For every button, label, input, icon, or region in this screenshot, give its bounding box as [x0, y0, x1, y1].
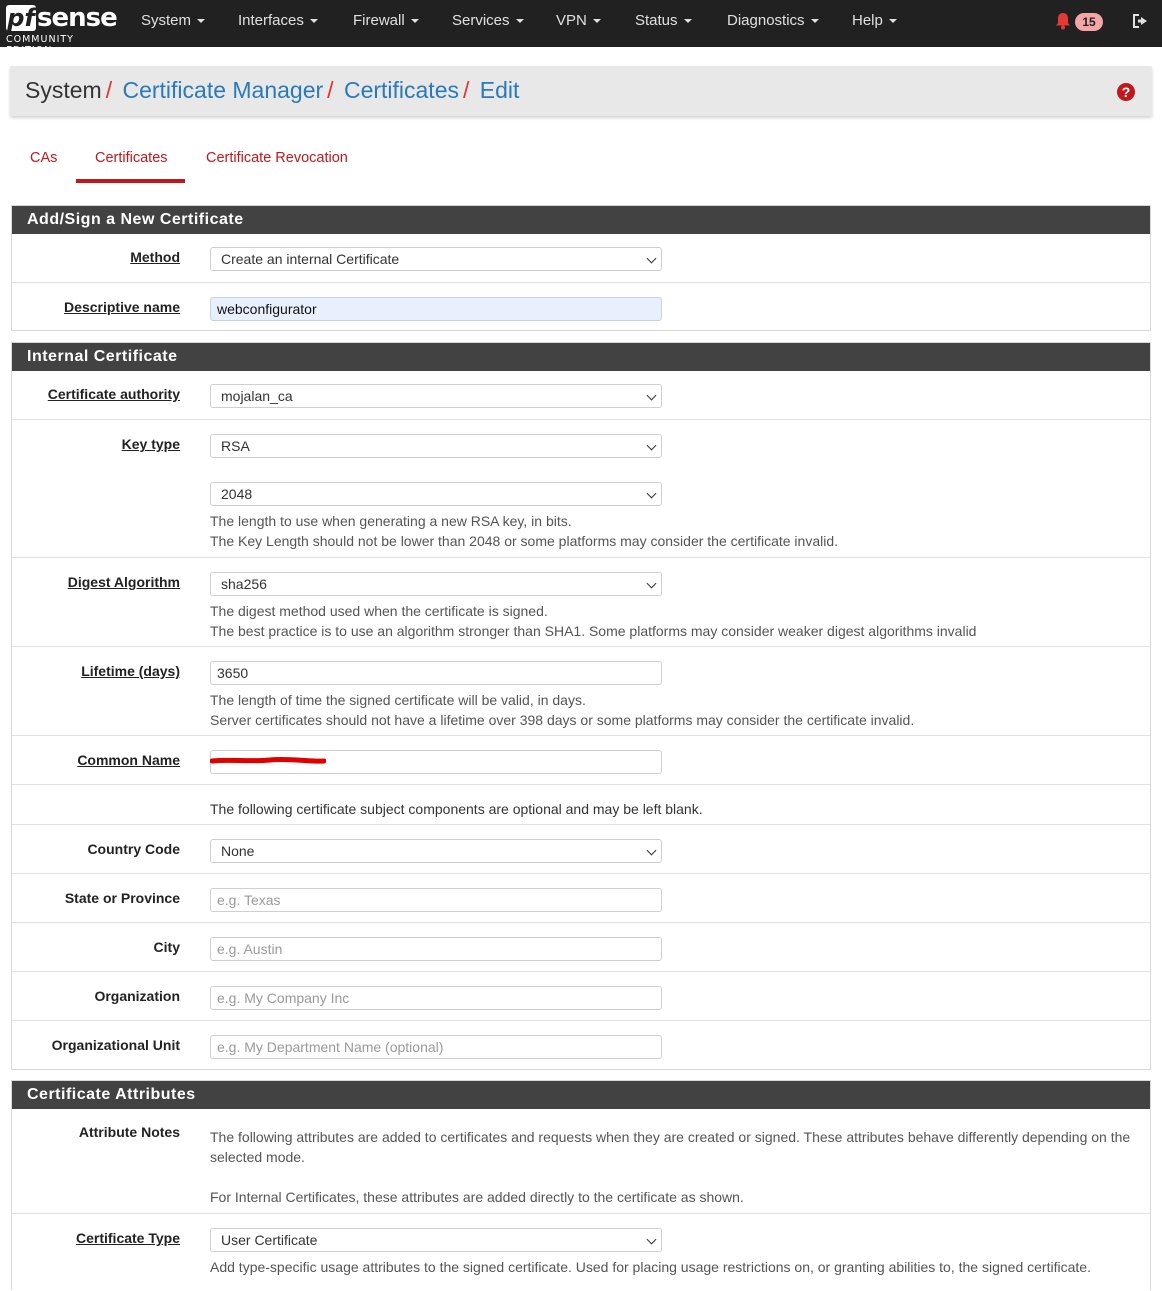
caret-down-icon: [310, 19, 318, 23]
panel-add-sign: [11, 205, 1151, 331]
panel-title: Internal Certificate: [12, 343, 1150, 371]
ca-label: Certificate authority: [47, 386, 180, 402]
logo-pf: pf: [7, 4, 35, 32]
breadcrumb-certificate-manager[interactable]: Certificate Manager: [122, 77, 324, 103]
row-lifetime: [12, 646, 1150, 735]
key-length-help-1: The length to use when generating a new RSA key, in bits.: [210, 513, 572, 529]
menu-status[interactable]: Status: [635, 0, 692, 47]
row-digest-algorithm: [12, 557, 1150, 646]
logo-sense: sense: [37, 3, 117, 33]
panel-internal-certificate: [11, 342, 1151, 1070]
key-type-label: Key type: [121, 436, 180, 452]
lifetime-label: Lifetime (days): [81, 663, 180, 679]
row-optional-note: [12, 784, 1150, 824]
digest-label: Digest Algorithm: [67, 574, 180, 590]
digest-help-2: The best practice is to use an algorithm stronger than SHA1. Some platforms may consider weaker digest algorithms invalid: [210, 623, 977, 639]
state-label: State or Province: [64, 890, 180, 906]
breadcrumb-certificates[interactable]: Certificates: [343, 77, 459, 103]
breadcrumb-bar: [10, 66, 1152, 116]
caret-down-icon: [516, 19, 524, 23]
org-unit-label: Organizational Unit: [51, 1037, 180, 1053]
organization-label: Organization: [94, 988, 180, 1004]
menu-firewall[interactable]: Firewall: [353, 0, 419, 47]
caret-down-icon: [684, 19, 692, 23]
pfsense-logo[interactable]: [6, 3, 117, 56]
redaction-mark: [210, 757, 326, 765]
active-tab-indicator: [76, 179, 185, 183]
breadcrumb-edit[interactable]: Edit: [479, 77, 520, 103]
top-navbar: [0, 0, 1162, 56]
menu-vpn[interactable]: VPN: [556, 0, 601, 47]
breadcrumb-root: System: [25, 77, 102, 103]
caret-down-icon: [593, 19, 601, 23]
lifetime-input[interactable]: 3650: [210, 661, 662, 685]
caret-down-icon: [811, 19, 819, 23]
help-icon[interactable]: ?: [1117, 83, 1135, 101]
method-select[interactable]: Create an internal Certificate: [210, 247, 662, 271]
certificate-type-help: Add type-specific usage attributes to the signed certificate. Used for placing usage restrictions on, or granting abilities to, the signed certificate.: [210, 1259, 1091, 1275]
panel-title: Certificate Attributes: [12, 1081, 1150, 1109]
org-unit-input[interactable]: e.g. My Department Name (optional): [210, 1035, 662, 1059]
notification-badge[interactable]: 15: [1075, 13, 1103, 31]
menu-services[interactable]: Services: [452, 0, 524, 47]
country-code-select[interactable]: None: [210, 839, 662, 863]
attribute-notes-text-2: For Internal Certificates, these attributes are added directly to the certificate as shown.: [210, 1189, 744, 1205]
row-certificate-type: [12, 1213, 1150, 1291]
breadcrumb: System / Certificate Manager / Certificates / Edit: [25, 77, 520, 103]
menu-help[interactable]: Help: [852, 0, 897, 47]
organization-input[interactable]: e.g. My Company Inc: [210, 986, 662, 1010]
caret-down-icon: [411, 19, 419, 23]
descriptive-name-label: Descriptive name: [64, 299, 180, 315]
certificate-type-select[interactable]: User Certificate: [210, 1228, 662, 1252]
bell-icon[interactable]: [1055, 12, 1071, 30]
city-input[interactable]: e.g. Austin: [210, 937, 662, 961]
menu-system[interactable]: System: [141, 0, 205, 47]
common-name-label: Common Name: [77, 752, 180, 768]
caret-down-icon: [889, 19, 897, 23]
lifetime-help-1: The length of time the signed certificate will be valid, in days.: [210, 692, 586, 708]
row-key-length: [12, 468, 1150, 557]
row-certificate-authority: [12, 371, 1150, 420]
logo-edition: COMMUNITY EDITION: [6, 34, 74, 56]
panel-title: Add/Sign a New Certificate: [12, 206, 1150, 234]
row-key-type: [12, 419, 1150, 468]
lifetime-help-2: Server certificates should not have a lifetime over 398 days or some platforms may consider the certificate invalid.: [210, 712, 915, 728]
logout-icon[interactable]: [1131, 12, 1151, 30]
state-input[interactable]: e.g. Texas: [210, 888, 662, 912]
attribute-notes-text-1: The following attributes are added to certificates and requests when they are created or signed. These attributes behave differently depending on the selected mode.: [210, 1129, 1131, 1165]
row-descriptive-name: [12, 282, 1150, 331]
panel-certificate-attributes: [11, 1080, 1151, 1290]
row-method: [12, 234, 1150, 283]
key-length-select[interactable]: 2048: [210, 482, 662, 506]
row-country-code: [12, 824, 1150, 873]
menu-interfaces[interactable]: Interfaces: [238, 0, 318, 47]
row-common-name: [12, 735, 1150, 784]
method-label: Method: [130, 249, 180, 265]
descriptive-name-input[interactable]: webconfigurator: [210, 297, 662, 321]
menu-diagnostics[interactable]: Diagnostics: [727, 0, 819, 47]
tab-certificates[interactable]: Certificates: [95, 150, 168, 166]
digest-help-1: The digest method used when the certificate is signed.: [210, 603, 548, 619]
row-attribute-notes: [12, 1109, 1150, 1214]
tab-certificate-revocation[interactable]: Certificate Revocation: [206, 150, 348, 166]
row-org-unit: [12, 1020, 1150, 1069]
caret-down-icon: [197, 19, 205, 23]
key-type-select[interactable]: RSA: [210, 434, 662, 458]
country-code-label: Country Code: [87, 841, 180, 857]
row-state: [12, 873, 1150, 922]
ca-select[interactable]: mojalan_ca: [210, 384, 662, 408]
attribute-notes-label: Attribute Notes: [78, 1124, 180, 1140]
row-organization: [12, 971, 1150, 1020]
row-city: [12, 922, 1150, 971]
key-length-help-2: The Key Length should not be lower than 2048 or some platforms may consider the certificate invalid.: [210, 533, 839, 549]
certificate-type-label: Certificate Type: [76, 1230, 180, 1246]
tab-cas[interactable]: CAs: [30, 150, 58, 166]
digest-select[interactable]: sha256: [210, 572, 662, 596]
optional-note: The following certificate subject components are optional and may be left blank.: [210, 801, 703, 817]
city-label: City: [153, 939, 180, 955]
